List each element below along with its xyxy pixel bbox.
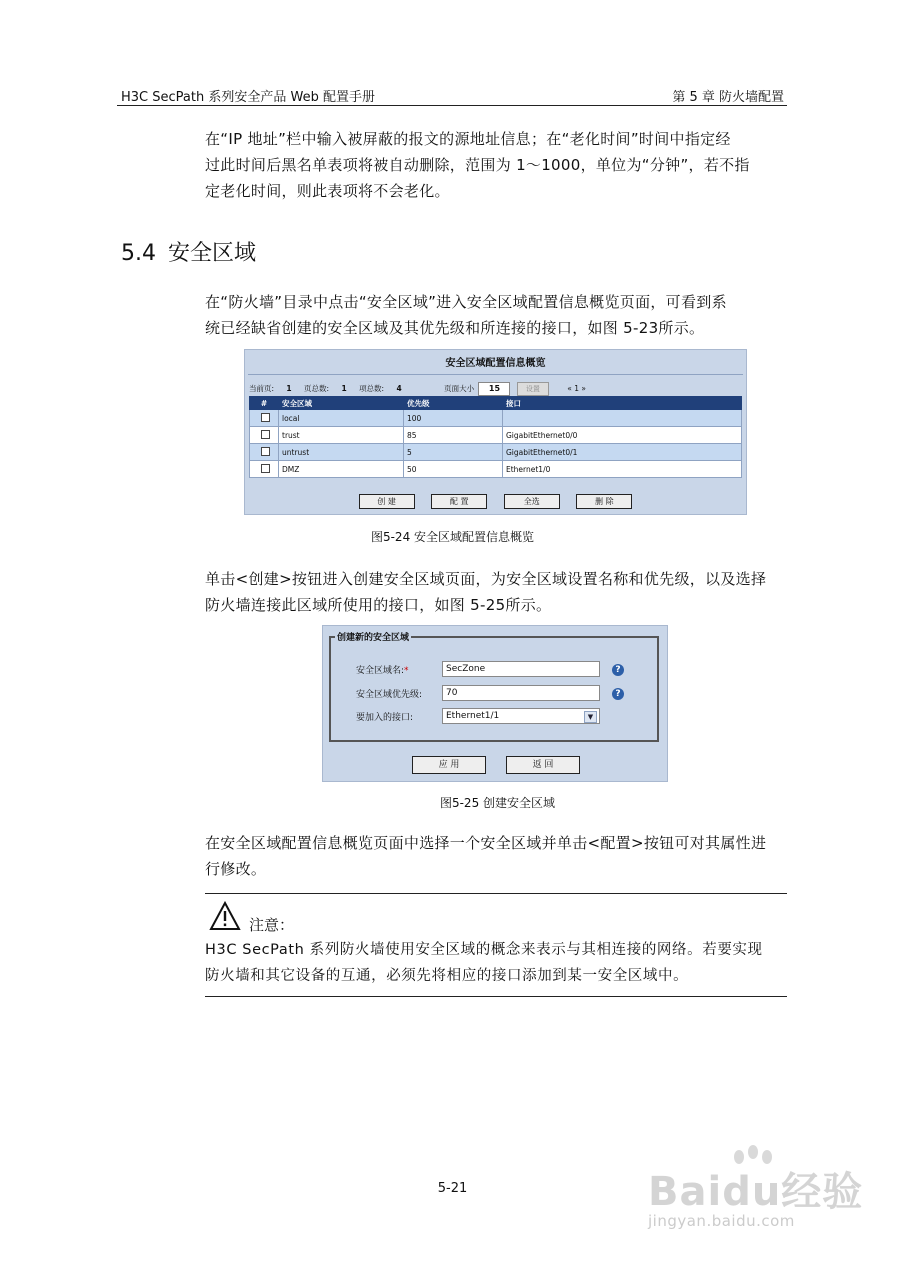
table-row[interactable]	[250, 461, 742, 478]
notice-title: 注意：	[249, 916, 295, 934]
table-row[interactable]	[250, 427, 742, 444]
page-nav[interactable]: « 1 »	[567, 384, 586, 393]
section-number: 5.4	[121, 241, 156, 266]
zone-interface-label: 要加入的接口:	[356, 713, 414, 723]
zone-table	[249, 396, 742, 478]
create-button[interactable]: 创 建	[359, 494, 415, 509]
priority-cell: 5	[404, 444, 503, 461]
paragraph-3-line-2: 行修改。	[205, 860, 267, 878]
paragraph-2-line-1: 单击<创建>按钮进入创建安全区域页面，为安全区域设置名称和优先级，以及选择	[205, 570, 767, 588]
figure-1-caption: 图5-24 安全区域配置信息概览	[370, 530, 535, 544]
create-zone-figure	[322, 625, 668, 782]
watermark-brand: Baidu经验	[648, 1169, 864, 1215]
priority-cell: 85	[404, 427, 503, 444]
zone-overview-title: 安全区域配置信息概览	[445, 358, 546, 369]
zone-priority-label: 安全区域优先级:	[356, 690, 423, 700]
paragraph-1-line-1: 在“防火墙”目录中点击“安全区域”进入安全区域配置信息概览页面，可看到系	[205, 293, 727, 311]
interface-cell: GigabitEthernet0/0	[503, 427, 742, 444]
paragraph-1-line-2: 统已经缺省创建的安全区域及其优先级和所连接的接口，如图 5-23所示。	[205, 319, 705, 337]
row-checkbox-cell[interactable]	[250, 427, 279, 444]
intro-paragraph	[205, 126, 790, 204]
col-zone: 安全区域	[279, 397, 404, 410]
config-button[interactable]: 配 置	[431, 494, 487, 509]
zone-interface-select[interactable]	[442, 708, 600, 724]
paragraph-1	[205, 289, 790, 341]
pager-current-value: 1	[286, 384, 292, 393]
priority-cell: 50	[404, 461, 503, 478]
pager-items-label: 项总数:	[359, 384, 385, 393]
zone-name-label	[356, 663, 409, 676]
baidu-watermark	[640, 1150, 905, 1260]
page-number: 5-21	[437, 1181, 468, 1196]
priority-cell: 100	[404, 410, 503, 427]
zone-cell: untrust	[279, 444, 404, 461]
header-rule	[117, 105, 787, 106]
zone-name-input[interactable]: SecZone	[442, 661, 600, 677]
row-checkbox[interactable]	[261, 447, 270, 456]
figure-2-caption: 图5-25 创建安全区域	[439, 796, 556, 810]
interface-cell	[503, 410, 742, 427]
intro-line-2: 过此时间后黑名单表项将被自动删除，范围为 1～1000，单位为“分钟”，若不指	[205, 156, 750, 174]
zone-cell: trust	[279, 427, 404, 444]
create-zone-legend: 创建新的安全区域	[337, 633, 410, 643]
intro-line-3: 定老化时间，则此表项将不会老化。	[205, 182, 450, 200]
pager-current-label: 当前页:	[249, 384, 275, 393]
zone-overview-figure	[244, 349, 747, 515]
interface-cell: GigabitEthernet0/1	[503, 444, 742, 461]
zone-cell: DMZ	[279, 461, 404, 478]
zone-name-label-text: 安全区域名:	[356, 666, 405, 676]
pager-items-value: 4	[396, 384, 402, 393]
delete-button[interactable]: 删 除	[576, 494, 632, 509]
help-icon[interactable]: ?	[612, 688, 624, 700]
zone-actions	[245, 494, 746, 509]
required-mark: *	[404, 666, 409, 676]
page-size-input[interactable]: 15	[478, 382, 510, 396]
row-checkbox[interactable]	[261, 430, 270, 439]
notice-line-1: H3C SecPath 系列防火墙使用安全区域的概念来表示与其相连接的网络。若要实现	[205, 942, 763, 958]
section-title: 安全区域	[168, 241, 257, 266]
zone-table-header	[250, 397, 742, 410]
page-size-label: 页面大小	[444, 384, 475, 393]
pager-items	[359, 384, 402, 393]
row-checkbox-cell[interactable]	[250, 461, 279, 478]
select-all-button[interactable]: 全选	[504, 494, 560, 509]
zone-cell: local	[279, 410, 404, 427]
paragraph-3-line-1: 在安全区域配置信息概览页面中选择一个安全区域并单击<配置>按钮可对其属性进	[205, 834, 767, 852]
title-divider	[248, 374, 743, 375]
pager-current	[249, 384, 292, 393]
row-checkbox-cell[interactable]	[250, 410, 279, 427]
pager-bar	[249, 382, 596, 396]
notice-bottom-rule	[205, 996, 787, 997]
pager-pages	[304, 384, 347, 393]
help-icon[interactable]: ?	[612, 664, 624, 676]
notice-top-rule	[205, 893, 787, 894]
col-interface: 接口	[503, 397, 742, 410]
col-priority: 优先级	[404, 397, 503, 410]
zone-priority-input[interactable]: 70	[442, 685, 600, 701]
table-row[interactable]	[250, 410, 742, 427]
zone-interface-value: Ethernet1/1	[446, 711, 500, 721]
paragraph-3	[205, 830, 790, 882]
notice-line-2: 防火墙和其它设备的互通，必须先将相应的接口添加到某一安全区域中。	[205, 968, 689, 984]
paragraph-2	[205, 566, 790, 618]
page-size-set-button[interactable]: 设置	[517, 382, 549, 396]
pager-pages-label: 页总数:	[304, 384, 330, 393]
apply-button[interactable]: 应 用	[412, 756, 486, 774]
section-heading	[121, 236, 256, 267]
row-checkbox-cell[interactable]	[250, 444, 279, 461]
warning-icon	[209, 901, 241, 935]
intro-line-1: 在“IP 地址”栏中输入被屏蔽的报文的源地址信息；在“老化时间”时间中指定经	[205, 130, 731, 148]
running-header-left: H3C SecPath 系列安全产品 Web 配置手册	[121, 90, 375, 105]
paragraph-2-line-2: 防火墙连接此区域所使用的接口，如图 5-25所示。	[205, 596, 552, 614]
back-button[interactable]: 返 回	[506, 756, 580, 774]
chevron-down-icon[interactable]: ▼	[584, 711, 597, 723]
table-row[interactable]	[250, 444, 742, 461]
pager-pages-value: 1	[341, 384, 347, 393]
running-header-right: 第 5 章 防火墙配置	[672, 90, 784, 105]
col-index: #	[250, 397, 279, 410]
row-checkbox[interactable]	[261, 413, 270, 422]
interface-cell: Ethernet1/0	[503, 461, 742, 478]
watermark-url: jingyan.baidu.com	[648, 1212, 795, 1230]
row-checkbox[interactable]	[261, 464, 270, 473]
notice-text	[205, 937, 785, 989]
